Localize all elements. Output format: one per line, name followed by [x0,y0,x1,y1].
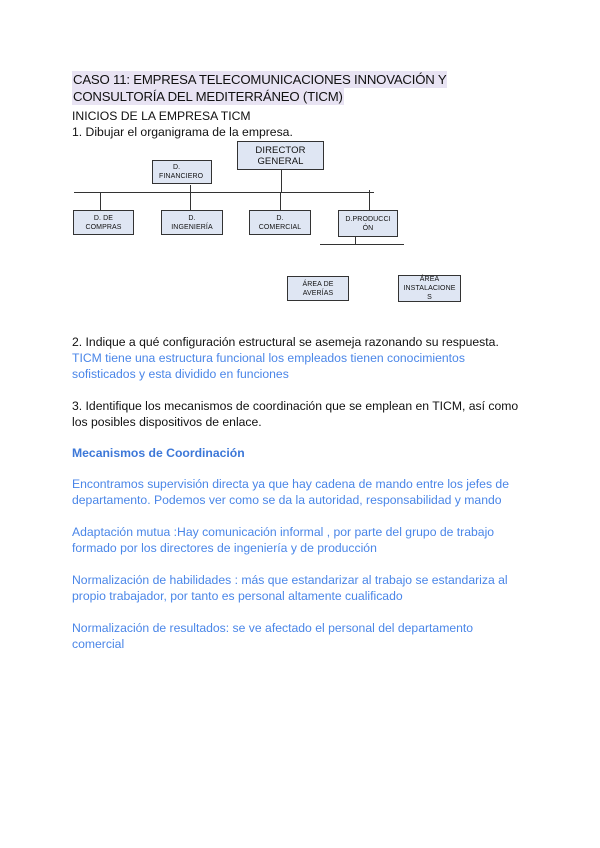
org-ingenieria-l1: D. [188,214,196,222]
org-compras-l2: COMPRAS [85,223,122,231]
org-instalaciones-l2: INSTALACIONE [403,285,456,292]
mechanism-3-line-2: propio trabajador, por tanto es personal altamente cualificado [72,589,403,603]
answer-2-line-1: TICM tiene una estructura funcional los empleados tienen conocimientos [72,351,465,365]
org-director-l2: GENERAL [257,155,304,167]
title-line-2: CONSULTORÍA DEL MEDITERRÁNEO (TICM) [73,89,343,104]
question-2: 2. Indique a qué configuración estructural se asemeja razonando su respuesta. [72,335,499,349]
org-instalaciones-l3: S [427,294,432,301]
question-1: 1. Dibujar el organigrama de la empresa. [72,125,293,139]
horizontal-connector [74,192,374,193]
org-compras-l1: D. DE [93,214,114,222]
mechanisms-heading: Mecanismos de Coordinación [72,446,245,460]
production-subline [320,244,404,245]
org-financiero-l2: FINANCIERO [159,173,204,180]
org-box-compras [73,210,134,235]
org-comercial-l2: COMERCIAL [258,223,302,231]
org-produccion-l2: ÓN [362,224,374,232]
org-box-ingenieria [161,210,223,235]
org-box-averias [287,276,349,301]
org-averias-l2: AVERÍAS [302,289,334,297]
org-instalaciones-l1: ÁREA [419,276,440,283]
mechanism-4-line-2: comercial [72,637,125,651]
mechanism-3-line-1: Normalización de habilidades : más que estandarizar al trabajo se estandariza al [72,573,508,587]
org-financiero-l1: D. [173,164,181,171]
question-3-line-1: 3. Identifique los mecanismos de coordinación que se emplean en TICM, así como [72,399,519,413]
org-box-director-general [237,141,324,170]
subtitle: INICIOS DE LA EMPRESA TICM [72,109,251,123]
org-director-l1: DIRECTOR [255,144,306,156]
mechanism-2-line-2: formado por los directores de ingeniería y de producción [72,541,377,555]
director-connector [281,169,282,192]
org-averias-l1: ÁREA DE [302,280,334,288]
mechanism-4-line-1: Normalización de resultados: se ve afectado el personal del departamento [72,621,474,635]
org-box-instalaciones [398,275,461,302]
produccion-connector [369,190,370,210]
org-box-financiero [152,160,212,184]
mechanism-1-line-2: departamento. Podemos ver como se da la autoridad, responsabilidad y mando [72,493,502,507]
org-ingenieria-l2: INGENIERÍA [171,223,213,231]
org-box-comercial [249,210,311,235]
mechanism-1-line-1: Encontramos supervisión directa ya que hay cadena de mando entre los jefes de [72,477,509,491]
compras-connector [100,192,101,210]
production-sub-connector [355,236,356,244]
mechanism-2-line-1: Adaptación mutua :Hay comunicación informal , por parte del grupo de trabajo [72,525,495,539]
org-produccion-l1: D.PRODUCCI [345,215,391,223]
answer-2-line-2: sofisticados y esta dividido en funciones [72,367,289,381]
ingenieria-connector [190,185,191,210]
question-3-line-2: los posibles dispositivos de enlace. [72,415,262,429]
org-box-produccion [338,210,398,237]
comercial-connector [280,192,281,210]
org-comercial-l1: D. [276,214,284,222]
title-line-1: CASO 11: EMPRESA TELECOMUNICACIONES INNOVACIÓN Y [73,72,447,87]
